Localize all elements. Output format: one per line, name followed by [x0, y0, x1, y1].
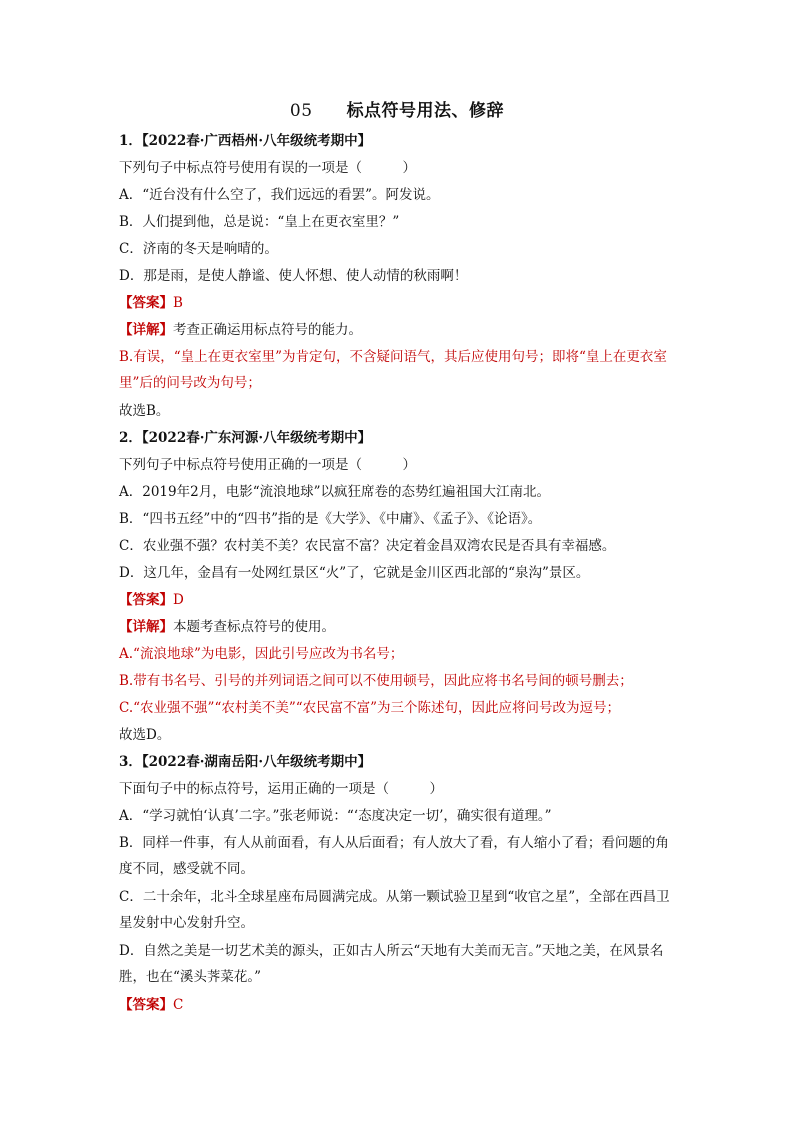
q2-option-a: A．2019年2月，电影“流浪地球”以疯狂席卷的态势红遍祖国大江南北。	[119, 484, 550, 500]
answer-tag: 【答案】	[119, 592, 173, 608]
q1-option-b: B．人们提到他，总是说：“皇上在更衣室里？”	[119, 214, 400, 230]
page-title	[0, 96, 794, 121]
detail-text: 考查正确运用标点符号的能力。	[173, 322, 362, 338]
detail-text: 本题考查标点符号的使用。	[173, 619, 335, 635]
q2-explanation-b: B.带有书名号、引号的并列词语之间可以不使用顿号，因此应将书名号间的顿号删去；	[119, 673, 633, 689]
q2-detail	[119, 618, 679, 636]
answer-value: D	[173, 592, 184, 608]
q3-option-d: D．自然之美是一切艺术美的源头，正如古人所云“天地有大美而无言。”天地之美，在风景名胜，也在“溪头荠菜花。”	[119, 943, 664, 985]
q1-header: 1．【2022春·广西梧州·八年级统考期中】	[119, 133, 372, 149]
q1-option-a: A．“近台没有什么空了，我们远远的看罢”。阿发说。	[119, 187, 440, 203]
detail-tag: 【详解】	[119, 619, 173, 635]
answer-tag: 【答案】	[119, 997, 173, 1013]
section-number: 05	[289, 101, 313, 121]
q3-header: 3．【2022春·湖南岳阳·八年级统考期中】	[119, 754, 372, 770]
q1-answer	[119, 294, 679, 312]
q2-stem: 下列句子中标点符号使用正确的一项是（ ）	[119, 457, 416, 473]
section-title: 标点符号用法、修辞	[346, 101, 505, 121]
q2-conclusion: 故选D。	[119, 727, 171, 743]
q1-conclusion: 故选B。	[119, 403, 170, 419]
q3-option-a: A．“学习就怕‘认真’二字。”张老师说：“‘态度决定一切’，确实很有道理。”	[119, 808, 552, 824]
q1-explanation: B.有误，“皇上在更衣室里”为肯定句，不含疑问语气，其后应使用句号；即将“皇上在更衣室里”后的问号改为句号；	[119, 349, 667, 391]
q3-option-c: C．二十余年，北斗全球星座布局圆满完成。从第一颗试验卫星到“收官之星”，全部在西昌卫星发射中心发射升空。	[119, 889, 670, 931]
q1-detail	[119, 321, 679, 339]
q2-option-c: C．农业强不强？农村美不美？农民富不富？决定着金昌双湾农民是否具有幸福感。	[119, 538, 616, 554]
q2-header: 2．【2022春·广东河源·八年级统考期中】	[119, 430, 372, 446]
q2-explanation-c: C.“农业强不强”“农村美不美”“农民富不富”为三个陈述句，因此应将问号改为逗号；	[119, 700, 621, 716]
q2-explanation-a: A.“流浪地球”为电影，因此引号应改为书名号；	[119, 646, 404, 662]
q2-option-b: B．“四书五经”中的“四书”指的是《大学》、《中庸》、《孟子》、《论语》。	[119, 511, 542, 527]
detail-tag: 【详解】	[119, 322, 173, 338]
q2-answer	[119, 591, 679, 609]
q3-option-b: B．同样一件事，有人从前面看，有人从后面看；有人放大了看，有人缩小了看；看问题的角度不同，感受就不同。	[119, 835, 669, 877]
q3-stem: 下面句子中的标点符号，运用正确的一项是（ ）	[119, 781, 443, 797]
answer-value: B	[173, 295, 183, 311]
q1-stem: 下列句子中标点符号使用有误的一项是（ ）	[119, 160, 416, 176]
q1-option-c: C．济南的冬天是响晴的。	[119, 241, 278, 257]
q2-option-d: D．这几年，金昌有一处网红景区“火”了，它就是金川区西北部的“泉沟”景区。	[119, 565, 590, 581]
q3-answer	[119, 996, 679, 1014]
q1-option-d: D．那是雨，是使人静谧、使人怀想、使人动情的秋雨啊！	[119, 268, 468, 284]
answer-value: C	[173, 997, 184, 1013]
answer-tag: 【答案】	[119, 295, 173, 311]
